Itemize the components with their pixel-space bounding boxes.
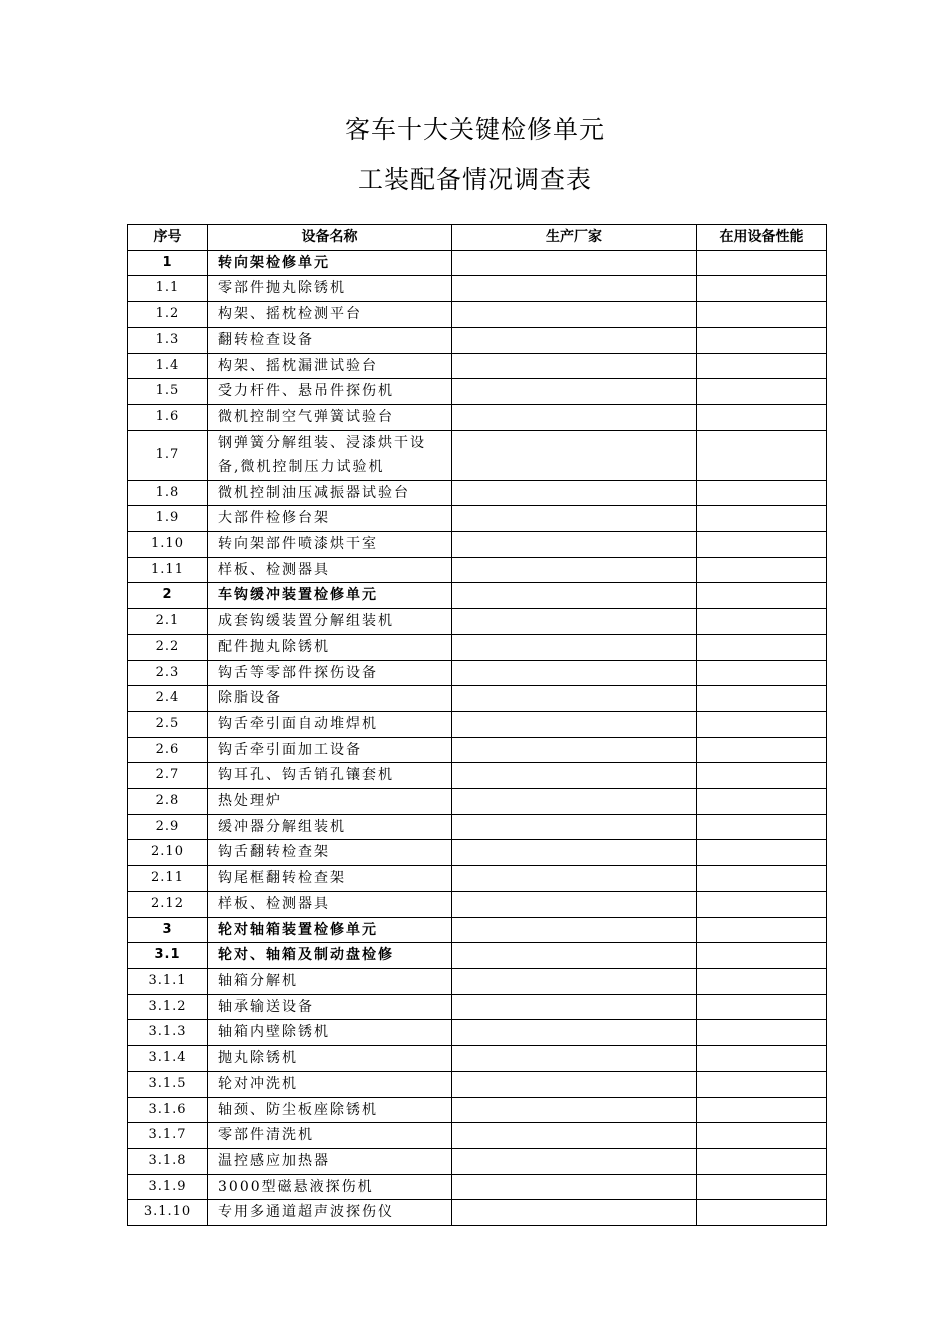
row-performance bbox=[697, 583, 827, 609]
row-equipment-name: 转向架部件喷漆烘干室 bbox=[208, 532, 452, 558]
row-performance bbox=[697, 276, 827, 302]
row-number: 3 bbox=[128, 917, 208, 943]
row-equipment-name: 轴颈、防尘板座除锈机 bbox=[208, 1097, 452, 1123]
row-number: 3.1.1 bbox=[128, 968, 208, 994]
row-manufacturer bbox=[452, 840, 697, 866]
row-equipment-name: 样板、检测器具 bbox=[208, 891, 452, 917]
row-manufacturer bbox=[452, 583, 697, 609]
table-row bbox=[128, 686, 827, 712]
row-performance bbox=[697, 737, 827, 763]
table-row bbox=[128, 917, 827, 943]
row-number: 1.5 bbox=[128, 379, 208, 405]
header-performance: 在用设备性能 bbox=[697, 225, 827, 251]
table-row bbox=[128, 763, 827, 789]
row-manufacturer bbox=[452, 686, 697, 712]
row-performance bbox=[697, 404, 827, 430]
row-performance bbox=[697, 814, 827, 840]
row-performance bbox=[697, 1123, 827, 1149]
row-equipment-name: 配件抛丸除锈机 bbox=[208, 634, 452, 660]
row-equipment-name: 除脂设备 bbox=[208, 686, 452, 712]
table-row bbox=[128, 866, 827, 892]
table-row bbox=[128, 250, 827, 276]
row-number: 2.8 bbox=[128, 789, 208, 815]
row-manufacturer bbox=[452, 379, 697, 405]
table-row bbox=[128, 1097, 827, 1123]
row-number: 2.6 bbox=[128, 737, 208, 763]
row-manufacturer bbox=[452, 711, 697, 737]
row-performance bbox=[697, 866, 827, 892]
row-manufacturer bbox=[452, 1200, 697, 1226]
row-number: 3.1.10 bbox=[128, 1200, 208, 1226]
row-performance bbox=[697, 1174, 827, 1200]
table-row bbox=[128, 1174, 827, 1200]
table-row bbox=[128, 711, 827, 737]
row-equipment-name: 微机控制空气弹簧试验台 bbox=[208, 404, 452, 430]
table-row bbox=[128, 276, 827, 302]
row-equipment-name: 大部件检修台架 bbox=[208, 506, 452, 532]
row-manufacturer bbox=[452, 276, 697, 302]
row-equipment-name: 钩尾框翻转检查架 bbox=[208, 866, 452, 892]
row-performance bbox=[697, 353, 827, 379]
row-manufacturer bbox=[452, 917, 697, 943]
row-equipment-name: 微机控制油压减振器试验台 bbox=[208, 480, 452, 506]
row-number: 3.1.2 bbox=[128, 994, 208, 1020]
row-equipment-name: 专用多通道超声波探伤仪 bbox=[208, 1200, 452, 1226]
row-performance bbox=[697, 840, 827, 866]
row-number: 3.1.9 bbox=[128, 1174, 208, 1200]
row-performance bbox=[697, 1046, 827, 1072]
equipment-survey-table bbox=[127, 224, 827, 1226]
row-number: 1.3 bbox=[128, 327, 208, 353]
table-row bbox=[128, 891, 827, 917]
table-row bbox=[128, 1148, 827, 1174]
row-performance bbox=[697, 379, 827, 405]
row-performance bbox=[697, 968, 827, 994]
row-equipment-name: 转向架检修单元 bbox=[208, 250, 452, 276]
row-performance bbox=[697, 763, 827, 789]
row-number: 1.8 bbox=[128, 480, 208, 506]
row-performance bbox=[697, 686, 827, 712]
table-row bbox=[128, 404, 827, 430]
row-number: 3.1.7 bbox=[128, 1123, 208, 1149]
row-performance bbox=[697, 1071, 827, 1097]
table-row bbox=[128, 1123, 827, 1149]
row-equipment-name: 轮对轴箱装置检修单元 bbox=[208, 917, 452, 943]
table-row bbox=[128, 660, 827, 686]
table-row bbox=[128, 840, 827, 866]
row-performance bbox=[697, 327, 827, 353]
table-row bbox=[128, 968, 827, 994]
row-equipment-name: 钩舌等零部件探伤设备 bbox=[208, 660, 452, 686]
table-header-row bbox=[128, 225, 827, 251]
row-manufacturer bbox=[452, 353, 697, 379]
table-row bbox=[128, 379, 827, 405]
table-row bbox=[128, 609, 827, 635]
row-manufacturer bbox=[452, 302, 697, 328]
row-manufacturer bbox=[452, 1071, 697, 1097]
row-number: 2.10 bbox=[128, 840, 208, 866]
table-body bbox=[128, 250, 827, 1225]
row-manufacturer bbox=[452, 480, 697, 506]
row-number: 1.1 bbox=[128, 276, 208, 302]
row-number: 1 bbox=[128, 250, 208, 276]
table-row bbox=[128, 302, 827, 328]
row-number: 1.9 bbox=[128, 506, 208, 532]
row-number: 2.4 bbox=[128, 686, 208, 712]
row-number: 3.1 bbox=[128, 943, 208, 969]
row-number: 1.10 bbox=[128, 532, 208, 558]
row-manufacturer bbox=[452, 532, 697, 558]
row-equipment-name: 钩舌翻转检查架 bbox=[208, 840, 452, 866]
table-row bbox=[128, 506, 827, 532]
row-manufacturer bbox=[452, 737, 697, 763]
row-manufacturer bbox=[452, 814, 697, 840]
row-manufacturer bbox=[452, 994, 697, 1020]
row-performance bbox=[697, 1200, 827, 1226]
row-manufacturer bbox=[452, 404, 697, 430]
table-row bbox=[128, 994, 827, 1020]
row-performance bbox=[697, 1020, 827, 1046]
row-number: 3.1.6 bbox=[128, 1097, 208, 1123]
row-manufacturer bbox=[452, 866, 697, 892]
row-number: 2.2 bbox=[128, 634, 208, 660]
row-performance bbox=[697, 711, 827, 737]
row-number: 2.3 bbox=[128, 660, 208, 686]
row-performance bbox=[697, 480, 827, 506]
row-performance bbox=[697, 789, 827, 815]
row-number: 2 bbox=[128, 583, 208, 609]
row-manufacturer bbox=[452, 1148, 697, 1174]
table-row bbox=[128, 814, 827, 840]
row-equipment-name: 轮对、轴箱及制动盘检修 bbox=[208, 943, 452, 969]
row-equipment-name: 钩舌牵引面自动堆焊机 bbox=[208, 711, 452, 737]
row-number: 1.4 bbox=[128, 353, 208, 379]
row-manufacturer bbox=[452, 1046, 697, 1072]
row-number: 1.6 bbox=[128, 404, 208, 430]
row-performance bbox=[697, 1097, 827, 1123]
row-performance bbox=[697, 994, 827, 1020]
row-performance bbox=[697, 891, 827, 917]
table-row bbox=[128, 1200, 827, 1226]
row-manufacturer bbox=[452, 763, 697, 789]
row-manufacturer bbox=[452, 634, 697, 660]
row-manufacturer bbox=[452, 1097, 697, 1123]
row-manufacturer bbox=[452, 891, 697, 917]
row-equipment-name: 零部件抛丸除锈机 bbox=[208, 276, 452, 302]
row-manufacturer bbox=[452, 1123, 697, 1149]
row-number: 2.7 bbox=[128, 763, 208, 789]
row-performance bbox=[697, 506, 827, 532]
row-equipment-name: 样板、检测器具 bbox=[208, 557, 452, 583]
row-number: 1.7 bbox=[128, 430, 208, 480]
row-number: 2.12 bbox=[128, 891, 208, 917]
row-equipment-name: 轴箱分解机 bbox=[208, 968, 452, 994]
page-subtitle: 工装配备情况调查表 bbox=[357, 165, 592, 194]
row-equipment-name: 温控感应加热器 bbox=[208, 1148, 452, 1174]
row-equipment-name: 3000型磁悬液探伤机 bbox=[208, 1174, 452, 1200]
table-row bbox=[128, 353, 827, 379]
row-number: 2.1 bbox=[128, 609, 208, 635]
row-number: 1.11 bbox=[128, 557, 208, 583]
table-row bbox=[128, 583, 827, 609]
row-performance bbox=[697, 943, 827, 969]
row-manufacturer bbox=[452, 968, 697, 994]
table-row bbox=[128, 789, 827, 815]
row-equipment-name: 构架、摇枕检测平台 bbox=[208, 302, 452, 328]
table-row bbox=[128, 327, 827, 353]
row-equipment-name: 钩舌牵引面加工设备 bbox=[208, 737, 452, 763]
row-performance bbox=[697, 250, 827, 276]
row-manufacturer bbox=[452, 1020, 697, 1046]
row-equipment-name: 抛丸除锈机 bbox=[208, 1046, 452, 1072]
row-number: 3.1.5 bbox=[128, 1071, 208, 1097]
row-equipment-name: 缓冲器分解组装机 bbox=[208, 814, 452, 840]
row-manufacturer bbox=[452, 943, 697, 969]
row-performance bbox=[697, 634, 827, 660]
row-manufacturer bbox=[452, 1174, 697, 1200]
table-row bbox=[128, 1046, 827, 1072]
row-manufacturer bbox=[452, 506, 697, 532]
row-number: 2.11 bbox=[128, 866, 208, 892]
table-row bbox=[128, 430, 827, 480]
table-row bbox=[128, 634, 827, 660]
row-manufacturer bbox=[452, 250, 697, 276]
row-number: 2.9 bbox=[128, 814, 208, 840]
row-number: 2.5 bbox=[128, 711, 208, 737]
table-row bbox=[128, 532, 827, 558]
row-equipment-name: 轴箱内壁除锈机 bbox=[208, 1020, 452, 1046]
page-title: 客车十大关键检修单元 bbox=[344, 115, 605, 144]
header-equipment-name: 设备名称 bbox=[208, 225, 452, 251]
row-equipment-name: 翻转检查设备 bbox=[208, 327, 452, 353]
row-equipment-name: 钩耳孔、钩舌销孔镶套机 bbox=[208, 763, 452, 789]
row-equipment-name: 热处理炉 bbox=[208, 789, 452, 815]
row-manufacturer bbox=[452, 660, 697, 686]
table-row bbox=[128, 1020, 827, 1046]
row-equipment-name: 受力杆件、悬吊件探伤机 bbox=[208, 379, 452, 405]
row-manufacturer bbox=[452, 609, 697, 635]
table-row bbox=[128, 480, 827, 506]
row-manufacturer bbox=[452, 789, 697, 815]
row-equipment-name: 轮对冲洗机 bbox=[208, 1071, 452, 1097]
table-row bbox=[128, 1071, 827, 1097]
row-performance bbox=[697, 609, 827, 635]
header-manufacturer: 生产厂家 bbox=[452, 225, 697, 251]
row-number: 3.1.4 bbox=[128, 1046, 208, 1072]
row-performance bbox=[697, 1148, 827, 1174]
row-equipment-name: 成套钩缓装置分解组装机 bbox=[208, 609, 452, 635]
row-performance bbox=[697, 660, 827, 686]
table-row bbox=[128, 943, 827, 969]
row-manufacturer bbox=[452, 430, 697, 480]
header-no: 序号 bbox=[128, 225, 208, 251]
row-equipment-name: 钢弹簧分解组装、浸漆烘干设备,微机控制压力试验机 bbox=[208, 430, 452, 480]
row-performance bbox=[697, 302, 827, 328]
row-equipment-name: 零部件清洗机 bbox=[208, 1123, 452, 1149]
row-equipment-name: 车钩缓冲装置检修单元 bbox=[208, 583, 452, 609]
row-number: 1.2 bbox=[128, 302, 208, 328]
row-performance bbox=[697, 557, 827, 583]
table-row bbox=[128, 557, 827, 583]
row-manufacturer bbox=[452, 557, 697, 583]
row-number: 3.1.3 bbox=[128, 1020, 208, 1046]
row-performance bbox=[697, 532, 827, 558]
row-equipment-name: 构架、摇枕漏泄试验台 bbox=[208, 353, 452, 379]
row-performance bbox=[697, 430, 827, 480]
row-number: 3.1.8 bbox=[128, 1148, 208, 1174]
row-equipment-name: 轴承输送设备 bbox=[208, 994, 452, 1020]
row-manufacturer bbox=[452, 327, 697, 353]
table-row bbox=[128, 737, 827, 763]
row-performance bbox=[697, 917, 827, 943]
